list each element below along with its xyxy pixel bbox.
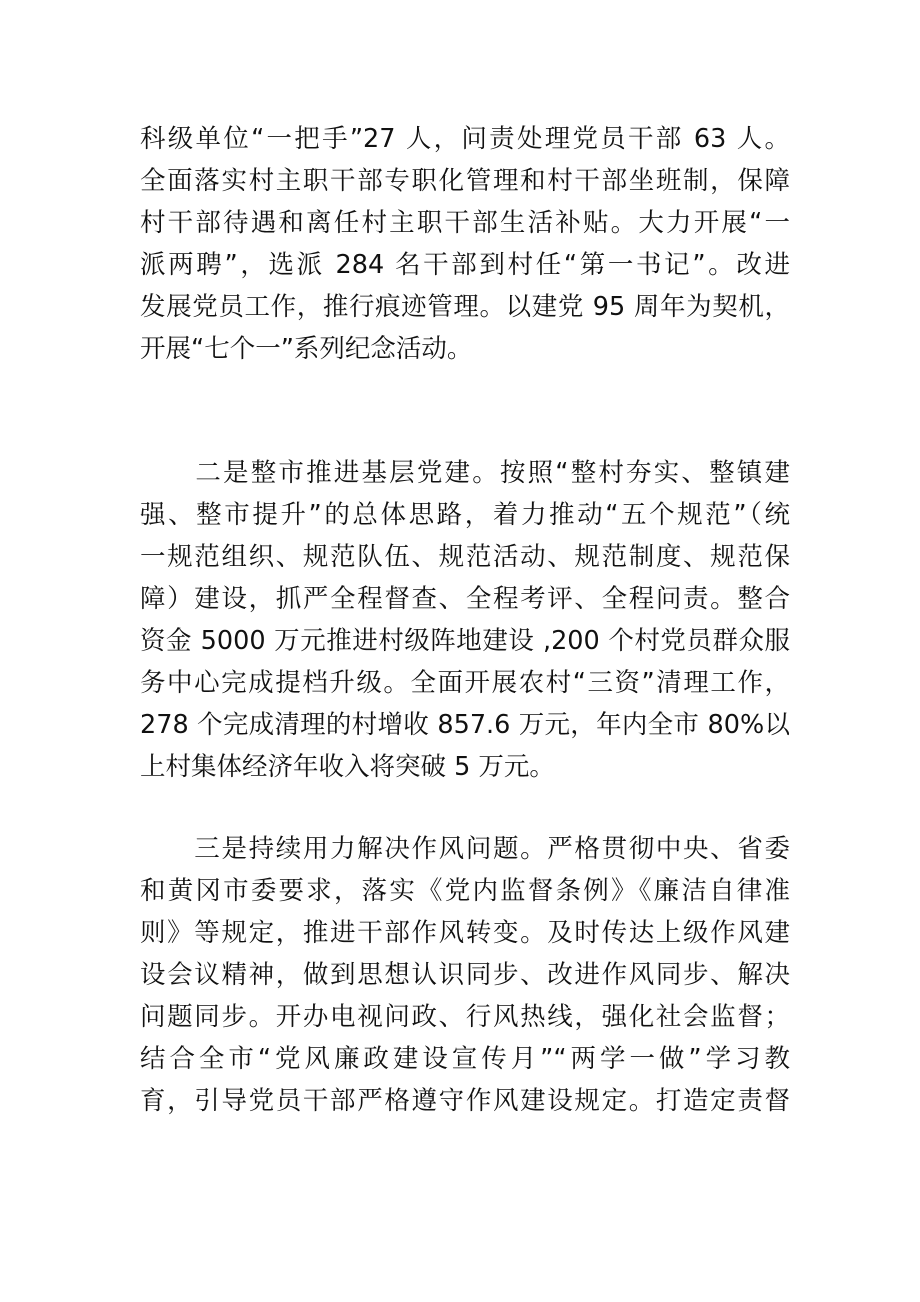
text-line: 全面落实村主职干部专职化管理和村干部坐班制，保障 [140, 166, 790, 196]
text-line: 结合全市“党风廉政建设宣传月”“两学一做”学习教 [140, 1044, 790, 1074]
paragraph-3 [140, 828, 790, 1122]
text-line: 三是持续用力解决作风问题。严格贯彻中央、省委 [140, 834, 790, 864]
text-line: 上村集体经济年收入将突破 5 万元。 [140, 752, 555, 782]
text-line: 发展党员工作，推行痕迹管理。以建党 95 周年为契机， [140, 292, 790, 322]
text-line: 设会议精神，做到思想认识同步、改进作风同步、解决 [140, 960, 790, 990]
text-line: 开展“七个一”系列纪念活动。 [140, 334, 473, 364]
text-line: 村干部待遇和离任村主职干部生活补贴。大力开展“一 [140, 208, 790, 238]
text-line: 278 个完成清理的村增收 857.6 万元，年内全市 80%以 [140, 710, 790, 740]
text-line: 一规范组织、规范队伍、规范活动、规范制度、规范保 [140, 542, 790, 572]
text-line: 务中心完成提档升级。全面开展农村“三资”清理工作， [140, 668, 790, 698]
paragraph-2 [140, 452, 790, 788]
text-line: 科级单位“一把手”27 人，问责处理党员干部 63 人。 [140, 124, 790, 154]
text-line: 则》等规定，推进干部作风转变。及时传达上级作风建 [140, 918, 790, 948]
text-line: 资金 5000 万元推进村级阵地建设 ,200 个村党员群众服 [140, 626, 790, 656]
text-line: 问题同步。开办电视问政、行风热线，强化社会监督； [140, 1002, 790, 1032]
paragraph-1 [140, 118, 790, 370]
text-line: 派两聘”，选派 284 名干部到村任“第一书记”。改进 [140, 250, 790, 280]
text-line: 障）建设，抓严全程督查、全程考评、全程问责。整合 [140, 584, 790, 614]
text-line: 二是整市推进基层党建。按照“整村夯实、整镇建 [140, 458, 790, 488]
text-line: 和黄冈市委要求，落实《党内监督条例》《廉洁自律准 [140, 876, 790, 906]
text-line: 强、整市提升”的总体思路，着力推动“五个规范”（统 [140, 500, 790, 530]
text-line: 育，引导党员干部严格遵守作风建设规定。打造定责督 [140, 1086, 790, 1116]
